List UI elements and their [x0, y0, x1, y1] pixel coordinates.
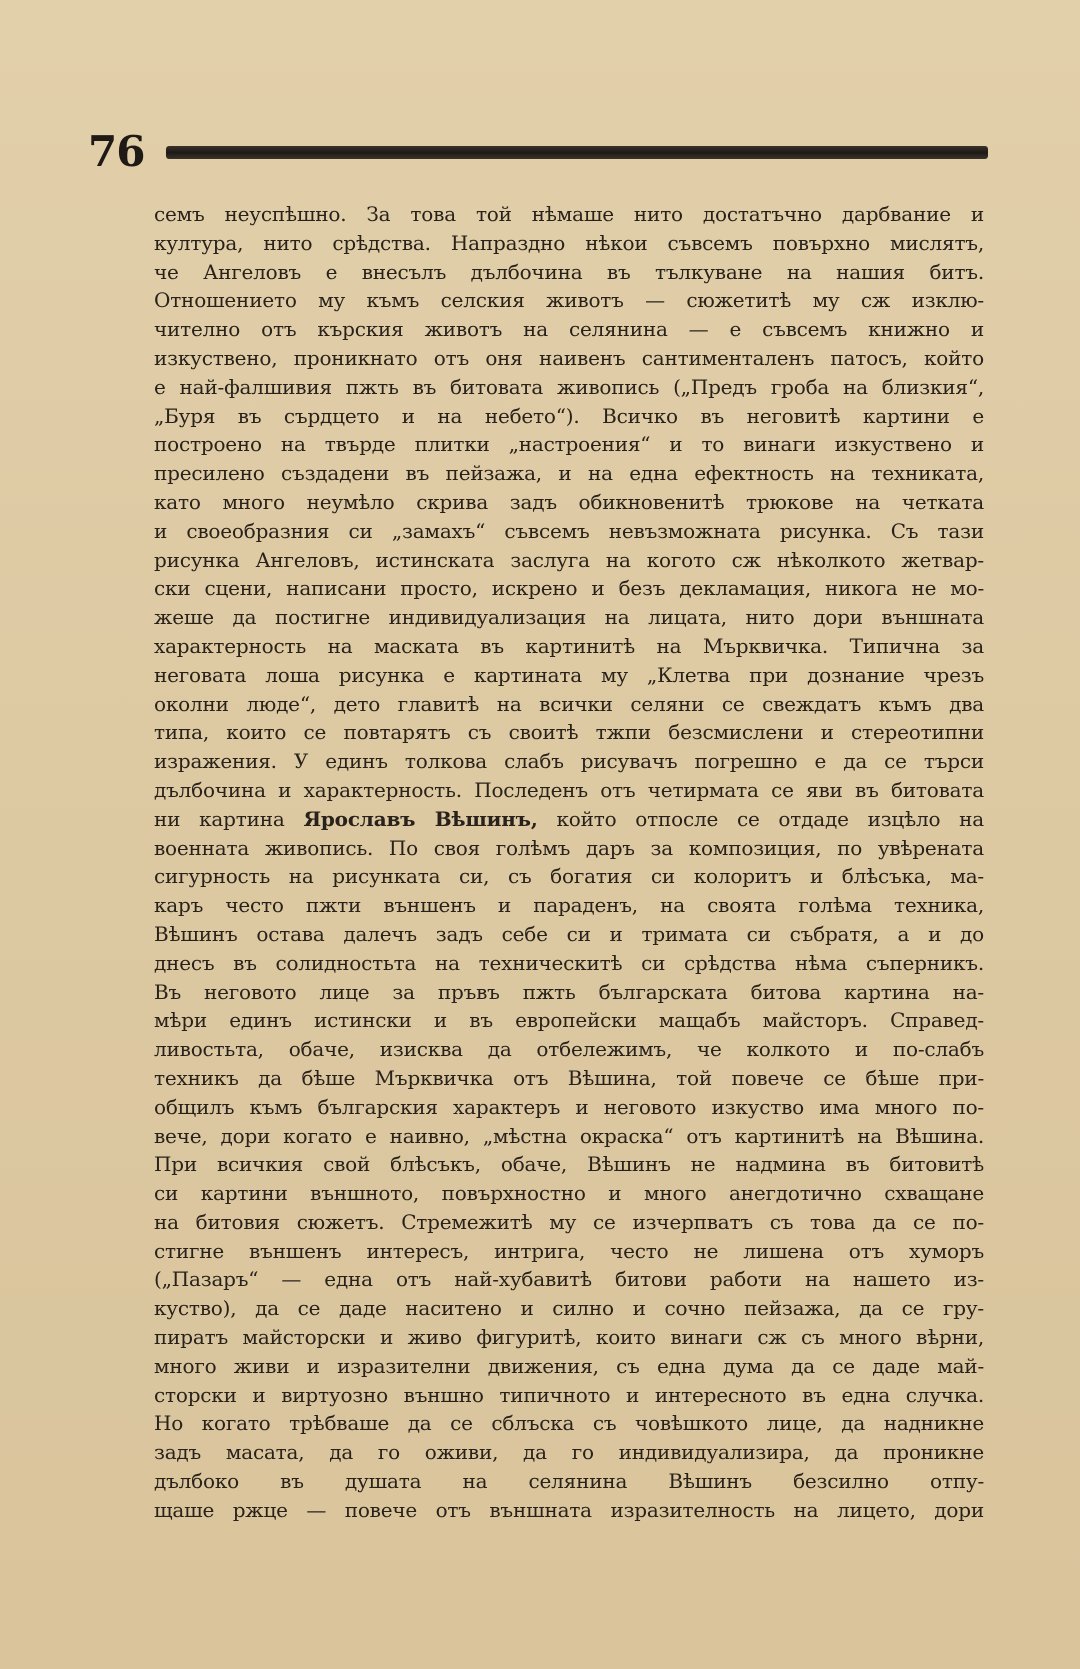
text-line: [154, 805, 984, 834]
text-line: военната живопись. По своя голѣмъ даръ за композиция, по увѣрената: [154, 835, 984, 860]
text-line: на битовия сюжетъ. Стремежитѣ му се изчерпватъ съ това да се по-: [154, 1209, 984, 1234]
text-line: изражения. У единъ толкова слабъ рисувачъ погрешно е да се търси: [154, 749, 984, 774]
text-line: При всичкия свой блѣсъкъ, обаче, Вѣшинъ не надмина въ битовитѣ: [154, 1152, 984, 1177]
text-line: пресилено създадени въ пейзажа, и на една ефектность на техниката,: [154, 461, 984, 486]
text-line: Въ неговото лице за пръвъ пжть българската битова картина на-: [154, 979, 984, 1004]
text-line: много живи и изразителни движения, съ една дума да се даде май-: [154, 1353, 984, 1378]
text-line: куство), да се даде наситено и силно и сочно пейзажа, да се гру-: [154, 1296, 984, 1321]
text-line: култура, нито срѣдства. Напраздно нѣкои съвсемъ повърхно мислятъ,: [154, 230, 984, 255]
page-header: [88, 124, 988, 180]
text-line: характерность на маската въ картинитѣ на Мърквичка. Типична за: [154, 633, 984, 658]
text-line: типа, които се повтарятъ съ своитѣ тжпи безсмислени и стереотипни: [154, 720, 984, 745]
header-rule: [166, 146, 988, 159]
text-line: и своеобразния си „замахъ“ съвсемъ невъзможната рисунка. Съ тази: [154, 518, 984, 543]
text-line: е най-фалшивия пжть въ битовата живопись („Предъ гроба на близкия“,: [154, 374, 984, 399]
text-line: неговата лоша рисунка е картината му „Клетва при дознание чрезъ: [154, 662, 984, 687]
text-line: каръ често пжти външенъ и параденъ, на своята голѣма техника,: [154, 893, 984, 918]
body-text: [154, 200, 984, 1525]
text-line: ливостьта, обаче, изисква да отбележимъ, че колкото и по-слабъ: [154, 1037, 984, 1062]
text-line: жеше да постигне индивидуализация на лицата, нито дори външната: [154, 605, 984, 630]
text-line: Вѣшинъ остава далечъ задъ себе си и тримата си събратя, а и до: [154, 921, 984, 946]
text-line: рисунка Ангеловъ, истинската заслуга на когото сж нѣколкото жетвар-: [154, 547, 984, 572]
text-line: щаше ржце — повече отъ външната изразителность на лицето, дори: [154, 1497, 984, 1522]
text-line: сигурность на рисунката си, съ богатия си колоритъ и блѣсъка, ма-: [154, 864, 984, 889]
text-line: мѣри единъ истински и въ европейски мащабъ майсторъ. Справед-: [154, 1008, 984, 1033]
text-line: Но когато трѣбваше да се сблъска съ човѣшкото лице, да надникне: [154, 1411, 984, 1436]
text-line: дълбоко въ душата на селянина Вѣшинъ безсилно отпу-: [154, 1469, 984, 1494]
text-line: построено на твърде плитки „настроения“ и то винаги изкуствено и: [154, 432, 984, 457]
text-line: техникъ да бѣше Мърквичка отъ Вѣшина, той повече се бѣше при-: [154, 1065, 984, 1090]
text-line: дълбочина и характерность. Последенъ отъ четирмата се яви въ битовата: [154, 777, 984, 802]
text-line: Отношението му къмъ селския животъ — сюжетитѣ му сж изклю-: [154, 288, 984, 313]
text-line: че Ангеловъ е внесълъ дълбочина въ тълкуване на нашия битъ.: [154, 259, 984, 284]
text-line: общилъ къмъ българския характеръ и неговото изкуство има много по-: [154, 1094, 984, 1119]
text-line: чително отъ кърския животъ на селянина — е съвсемъ книжно и: [154, 317, 984, 342]
text-line: ски сцени, написани просто, искрено и безъ декламация, никога не мо-: [154, 576, 984, 601]
text-line: „Буря въ сърдцето и на небето“). Всичко въ неговитѣ картини е: [154, 403, 984, 428]
text-line-part: който отпосле се отдаде изцѣло на: [537, 806, 984, 831]
text-line: сторски и виртуозно външно типичното и интересното въ една случка.: [154, 1382, 984, 1407]
text-line: изкуствено, проникнато отъ оня наивенъ сантименталенъ патосъ, който: [154, 345, 984, 370]
text-line: семъ неуспѣшно. За това той нѣмаше нито достатъчно дарбвание и: [154, 202, 984, 226]
text-line: днесъ въ солидностьта на техническитѣ си срѣдства нѣма съперникъ.: [154, 950, 984, 975]
text-line-part: ни картина: [154, 806, 304, 831]
text-line: („Пазаръ“ — една отъ най-хубавитѣ битови работи на нашето из-: [154, 1267, 984, 1292]
text-line: като много неумѣло скрива задъ обикновенитѣ трюкове на четката: [154, 489, 984, 514]
text-line: пиратъ майсторски и живо фигуритѣ, които винаги сж съ много вѣрни,: [154, 1325, 984, 1350]
page-number: 76: [88, 127, 145, 176]
text-line: стигне външенъ интересъ, интрига, често не лишена отъ хуморъ: [154, 1238, 984, 1263]
text-line: околни люде“, дето главитѣ на всички селяни се свеждатъ къмъ два: [154, 691, 984, 716]
text-line: си картини външното, повърхностно и много анегдотично схващане: [154, 1181, 984, 1206]
painter-name: Ярославъ Вѣшинъ,: [303, 806, 538, 831]
text-line: вече, дори когато е наивно, „мѣстна окраска“ отъ картинитѣ на Вѣшина.: [154, 1123, 984, 1148]
text-line: задъ масата, да го оживи, да го индивидуализира, да проникне: [154, 1440, 984, 1465]
